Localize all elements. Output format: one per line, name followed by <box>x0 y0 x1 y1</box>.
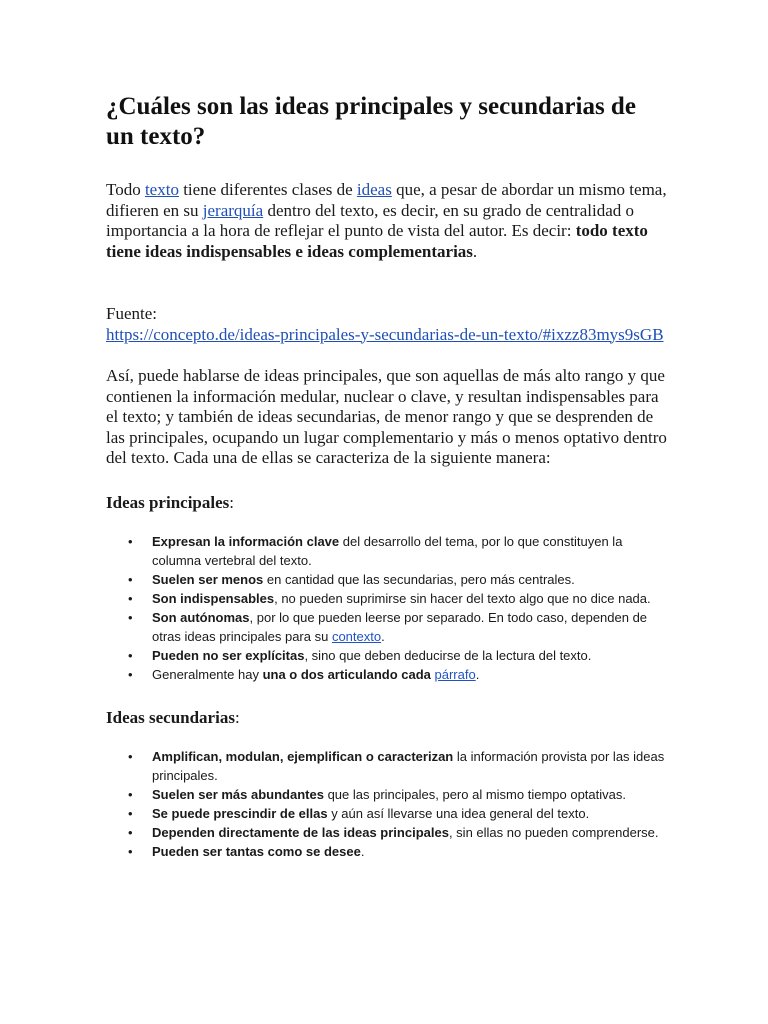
principales-item-bold: Son autónomas <box>152 609 250 625</box>
principales-item-text: . <box>475 666 480 682</box>
intro-bold-statement: todo texto tiene ideas indispensables e ideas complementarias <box>106 221 648 261</box>
secundarias-item-bold: Suelen ser más abundantes <box>152 786 324 802</box>
principales-item-bold: una o dos articulando cada <box>262 666 435 682</box>
source-block <box>106 304 668 345</box>
principales-item-text: en cantidad que las secundarias, pero más centrales. <box>263 571 575 587</box>
intro-text-3: que, a pesar de abordar un mismo tema, difieren en su <box>106 180 667 220</box>
bullet-icon: • <box>128 824 133 840</box>
principales-item <box>128 646 668 665</box>
bullet-icon: • <box>128 666 133 682</box>
principales-item-bold: Pueden no ser explícitas <box>152 647 305 663</box>
principales-item-bold: Suelen ser menos <box>152 571 264 587</box>
secundarias-item-text: y aún así llevarse una idea general del texto. <box>327 805 590 821</box>
source-url-link[interactable]: https://concepto.de/ideas-principales-y-secundarias-de-un-texto/#ixzz83mys9sGB <box>106 324 664 344</box>
heading-ideas-secundarias <box>106 708 668 728</box>
heading-secundarias-colon: : <box>234 707 240 727</box>
bullet-icon: • <box>128 786 133 802</box>
link-contexto[interactable]: contexto <box>331 628 382 644</box>
principales-item <box>128 532 668 570</box>
intro-text-5: . <box>472 241 478 261</box>
heading-secundarias-text: Ideas secundarias <box>106 707 235 727</box>
principales-item <box>128 608 668 646</box>
secundarias-item-bold: Amplifican, modulan, ejemplifican o caracterizan <box>152 748 454 764</box>
secundarias-item-text: , sin ellas no pueden comprenderse. <box>448 824 659 840</box>
secundarias-item <box>128 842 668 861</box>
secundarias-item-bold: Se puede prescindir de ellas <box>152 805 328 821</box>
principales-item-text: , no pueden suprimirse sin hacer del texto algo que no dice nada. <box>274 590 651 606</box>
bullet-icon: • <box>128 805 133 821</box>
secundarias-item <box>128 747 668 785</box>
heading-principales-colon: : <box>229 492 235 512</box>
bullet-icon: • <box>128 533 133 549</box>
secundarias-item-bold: Dependen directamente de las ideas principales <box>152 824 449 840</box>
body-paragraph: Así, puede hablarse de ideas principales, que son aquellas de más alto rango y que contienen la información medular, nuclear o clave, y resultan indispensables para el texto; y también de ideas secundarias, de menor rango y que se desprenden de las principales, ocupando un lugar complementario y más o menos optativo dentro del texto. Cada una de ellas se caracteriza de la siguiente manera: <box>106 366 667 467</box>
intro-text-2: tiene diferentes clases de <box>178 180 357 199</box>
link-ideas[interactable]: ideas <box>356 180 392 199</box>
page-title: ¿Cuáles son las ideas principales y secundarias de un texto? <box>106 93 636 150</box>
intro-text-4: dentro del texto, es decir, en su grado de centralidad o importancia a la hora de reflejar el punto de vista del autor. Es decir: <box>106 200 635 240</box>
principales-item-text: Generalmente hay <box>152 666 263 682</box>
secundarias-item-text: . <box>360 843 365 859</box>
secundarias-item-text: la información provista por las ideas principales. <box>152 748 665 783</box>
intro-paragraph <box>106 180 668 262</box>
list-ideas-principales <box>106 532 668 684</box>
principales-item-bold: Expresan la información clave <box>152 533 340 549</box>
secundarias-item-bold: Pueden ser tantas como se desee <box>152 843 361 859</box>
principales-item <box>128 570 668 589</box>
secundarias-item-text: que las principales, pero al mismo tiempo optativas. <box>323 786 626 802</box>
secundarias-item <box>128 785 668 804</box>
principales-item-text: del desarrollo del tema, por lo que constituyen la columna vertebral del texto. <box>152 533 623 568</box>
bullet-icon: • <box>128 590 133 606</box>
heading-principales-text: Ideas principales <box>106 492 230 512</box>
source-label: Fuente: <box>106 304 157 323</box>
heading-ideas-principales <box>106 493 668 513</box>
link-texto[interactable]: texto <box>144 180 179 199</box>
principales-item-bold: Son indispensables <box>152 590 275 606</box>
principales-item <box>128 665 668 684</box>
intro-text-1: Todo <box>106 180 145 199</box>
principales-item-text: , por lo que pueden leerse por separado. En todo caso, dependen de otras ideas principales para su <box>152 609 648 644</box>
bullet-icon: • <box>128 647 133 663</box>
bullet-icon: • <box>128 843 133 859</box>
bullet-icon: • <box>128 571 133 587</box>
secundarias-item <box>128 804 668 823</box>
bullet-icon: • <box>128 748 133 764</box>
principales-item <box>128 589 668 608</box>
principales-item-text: , sino que deben deducirse de la lectura del texto. <box>304 647 592 663</box>
link-jerarquia[interactable]: jerarquía <box>202 200 264 220</box>
bullet-icon: • <box>128 609 133 625</box>
principales-item-text: . <box>381 628 385 644</box>
secundarias-item <box>128 823 668 842</box>
link-parrafo[interactable]: párrafo <box>434 666 476 682</box>
list-ideas-secundarias <box>106 747 668 861</box>
